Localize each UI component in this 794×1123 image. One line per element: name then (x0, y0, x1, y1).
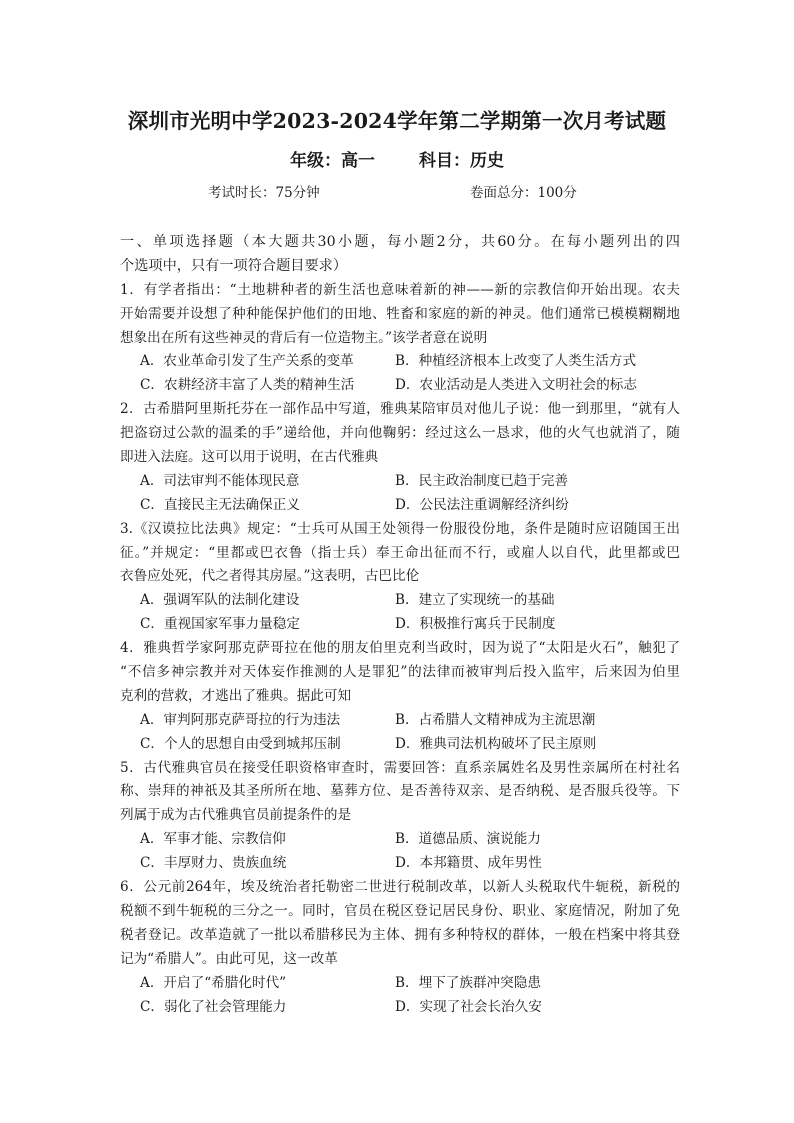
option-row (120, 613, 680, 637)
option-row (120, 350, 680, 374)
option-row (120, 996, 680, 1020)
question-stem-line: 5．古代雅典官员在接受任职资格审查时，需要回答：直系亲属姓名及男性亲属所在村社名 (120, 759, 680, 776)
question-stem-line: 开始需要并设想了种种能保护他们的田地、牲畜和家庭的新的神灵。他们通常已模模糊糊地 (120, 305, 680, 322)
question-stem-line: 称、崇拜的神祇及其圣所所在地、墓葬方位、是否善待双亲、是否纳税、是否服兵役等。下 (120, 783, 680, 800)
answer-option[interactable]: D．雅典司法机构破坏了民主原则 (395, 735, 597, 752)
answer-option[interactable]: C．重视国家军事力量稳定 (140, 616, 300, 633)
question-stem-line: 记为“希腊人”。由此可见，这一改革 (120, 950, 338, 967)
question-item (120, 637, 680, 756)
option-row (120, 852, 680, 876)
section-heading-line: 个选项中，只有一项符合题目要求） (120, 257, 348, 274)
answer-option[interactable]: A．农业革命引发了生产关系的变革 (140, 353, 354, 370)
question-stem-line: 衣鲁应处死，代之者得其房屋。”这表明，古巴比伦 (120, 568, 420, 585)
answer-option[interactable]: A．审判阿那克萨哥拉的行为违法 (140, 711, 341, 728)
question-stem-line: 税者登记。改革造就了一批以希腊移民为主体、拥有多种特权的群体，一般在档案中将其登 (120, 926, 680, 943)
answer-option[interactable]: A．强调军队的法制化建设 (140, 592, 300, 609)
answer-option[interactable]: C．个人的思想自由受到城邦压制 (140, 735, 341, 752)
question-item (120, 518, 680, 637)
option-row (120, 589, 680, 613)
answer-option[interactable]: C．丰厚财力、贵族血统 (140, 855, 287, 872)
answer-option[interactable]: B．建立了实现统一的基础 (395, 592, 555, 609)
exam-duration: 考试时长：75分钟 (208, 185, 320, 201)
question-stem-line: 3.《汉谟拉比法典》规定：“士兵可从国王处领得一份服役份地，条件是随时应诏随国王出 (120, 520, 680, 537)
answer-option[interactable]: C．直接民主无法确保正义 (140, 496, 300, 513)
question-item (120, 279, 680, 398)
question-item (120, 876, 680, 1019)
section-heading-line: 一、单项选择题（本大题共30小题，每小题2分，共60分。在每小题列出的四 (120, 234, 680, 250)
question-stem-line: 想象出在所有这些神灵的背后有一位造物主。”该学者意在说明 (120, 329, 488, 346)
question-stem-line: “不信多神宗教并对天体妄作推测的人是罪犯”的法律而被审判后投入监牢，后来因为伯里 (120, 664, 680, 681)
option-row (120, 494, 680, 518)
question-stem-line: 2．古希腊阿里斯托芬在一部作品中写道，雅典某陪审员对他儿子说：他一到那里，“就有人 (120, 401, 680, 418)
answer-option[interactable]: A．司法审判不能体现民意 (140, 472, 300, 489)
exam-body (120, 231, 680, 1019)
question-stem-line: 税额不到牛轭税的三分之一。同时，官员在税区登记居民身份、职业、家庭情况，附加了免 (120, 902, 680, 919)
question-item (120, 757, 680, 876)
subject-label: 科目：历史 (419, 151, 504, 171)
answer-option[interactable]: B．种植经济根本上改变了人类生活方式 (395, 353, 637, 370)
answer-option[interactable]: C．农耕经济丰富了人类的精神生活 (140, 377, 355, 394)
answer-option[interactable]: D．积极推行寓兵于民制度 (395, 616, 556, 633)
answer-option[interactable]: A．军事才能、宗教信仰 (140, 831, 286, 848)
question-stem-line: 6．公元前264年，埃及统治者托勒密二世进行税制改革，以新人头税取代牛轭税，新税的 (120, 879, 680, 896)
exam-total-score: 卷面总分：100分 (470, 185, 577, 201)
question-stem-line: 征。”并规定：“里都或巴衣鲁（指士兵）奉王命出征而不行，或雇人以自代，此里都或巴 (120, 544, 680, 561)
question-stem-line: 即进入法庭。这可以用于说明，在古代雅典 (120, 449, 379, 466)
option-row (120, 828, 680, 852)
answer-option[interactable]: C．弱化了社会管理能力 (140, 998, 287, 1015)
exam-title: 深圳市光明中学2023-2024学年第二学期第一次月考试题 (127, 109, 667, 133)
question-stem-line: 把盗窃过公款的温柔的手”递给他，并向他鞠躬：经过这么一恳求，他的火气也就消了，随 (120, 425, 680, 442)
answer-option[interactable]: D．实现了社会长治久安 (395, 998, 542, 1015)
option-row (120, 972, 680, 996)
option-row (120, 470, 680, 494)
question-list (120, 279, 680, 1020)
option-row (120, 374, 680, 398)
answer-option[interactable]: B．民主政治制度已趋于完善 (395, 472, 569, 489)
question-stem-line: 4．雅典哲学家阿那克萨哥拉在他的朋友伯里克利当政时，因为说了“太阳是火石”，触犯了 (120, 640, 680, 657)
answer-option[interactable]: A．开启了“希腊化时代” (140, 974, 287, 991)
answer-option[interactable]: B．道德品质、演说能力 (395, 831, 541, 848)
option-row (120, 709, 680, 733)
question-stem-line: 克利的营救，才逃出了雅典。据此可知 (120, 687, 352, 704)
grade-label: 年级：高一 (290, 151, 375, 171)
exam-subtitle (0, 146, 794, 171)
question-stem-line: 列属于成为古代雅典官员前提条件的是 (120, 807, 352, 824)
answer-option[interactable]: D．农业活动是人类进入文明社会的标志 (395, 377, 637, 394)
answer-option[interactable]: D．公民法注重调解经济纠纷 (395, 496, 570, 513)
question-item (120, 398, 680, 517)
answer-option[interactable]: B．埋下了族群冲突隐患 (395, 974, 541, 991)
answer-option[interactable]: D．本邦籍贯、成年男性 (395, 855, 542, 872)
question-stem-line: 1．有学者指出：“土地耕种者的新生活也意味着新的神——新的宗教信仰开始出现。农夫 (120, 281, 680, 298)
answer-option[interactable]: B．占希腊人文精神成为主流思潮 (395, 711, 596, 728)
option-row (120, 733, 680, 757)
